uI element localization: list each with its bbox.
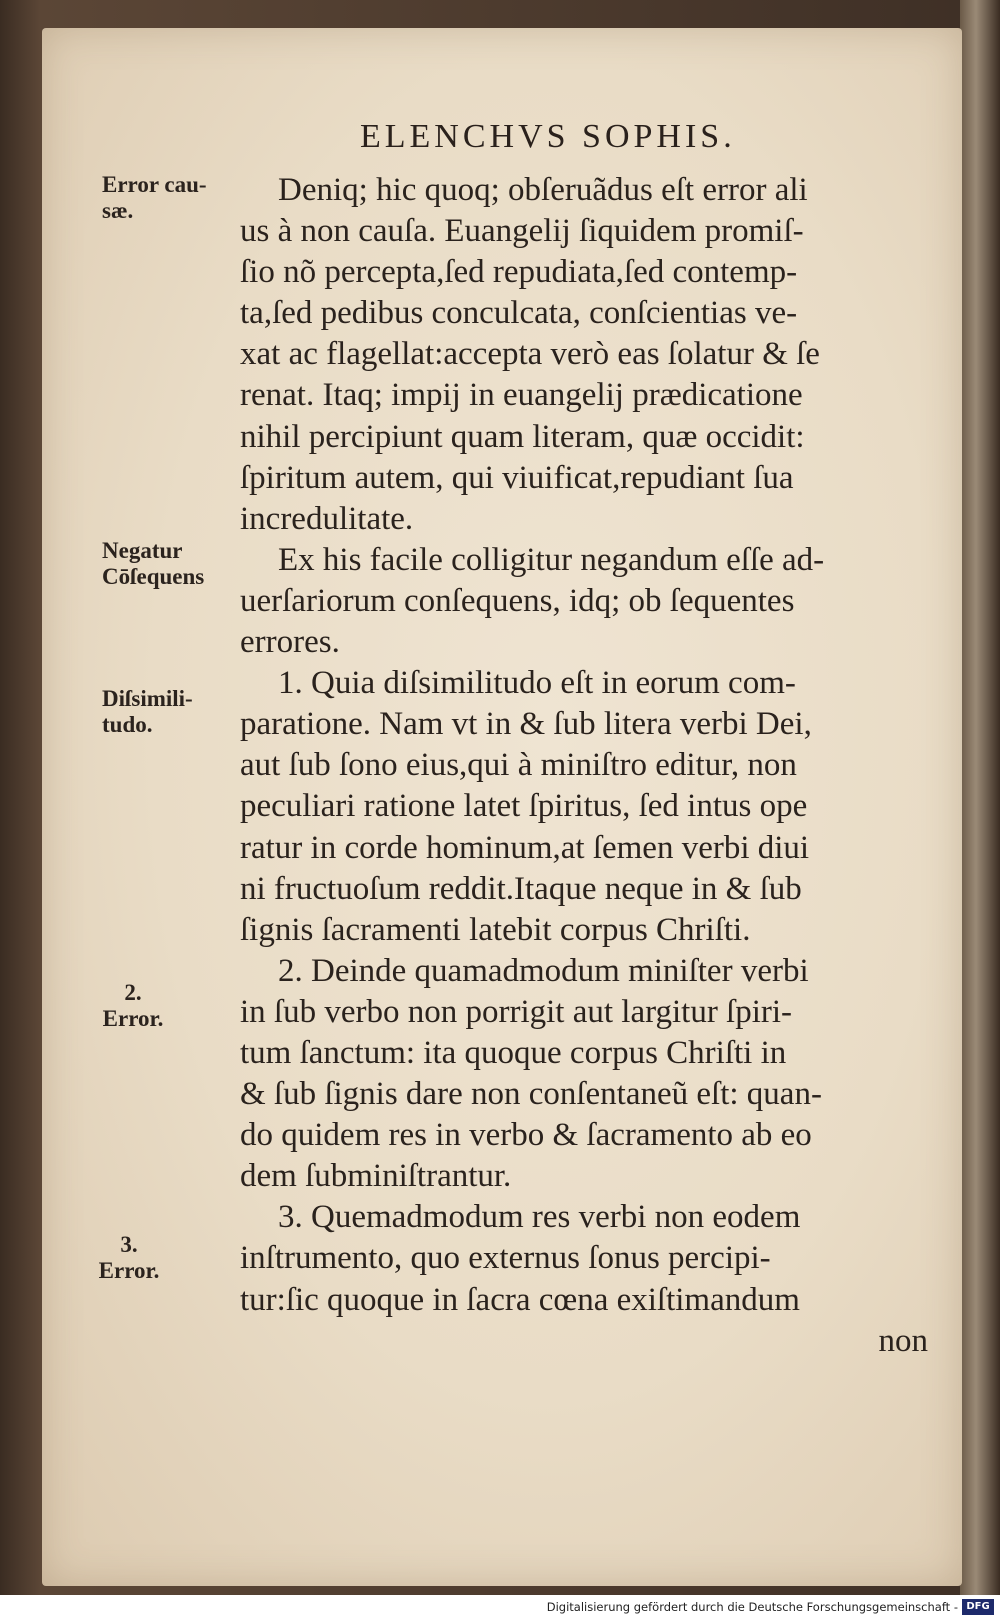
text-line: incredulitate. [240,500,414,537]
text-line: aut ſub ſono eius,qui à miniſtro editur, non [240,747,797,784]
text-line: 1. Quia diſsimilitudo eſt in eorum com- [278,665,796,702]
body-text [240,170,940,1362]
text-line: paratione. Nam vt in & ſub litera verbi Dei, [240,706,812,743]
margin-note-error-3: 3. Error. [98,1232,160,1283]
text-line: do quidem res in verbo & ſacramento ab eo [240,1117,812,1154]
catchword: non [878,1322,928,1359]
text-line: 3. Quemadmodum res verbi non eodem [278,1199,801,1236]
dfg-logo: DFG [962,1599,994,1615]
text-line: in ſub verbo non porrigit aut largitur ſpiri- [240,993,793,1030]
text-line: tur:ſic quoque in ſacra cœna exiſtimandum [240,1281,800,1318]
text-line: errores. [240,624,340,661]
margin-note-dissimilitudo: Diſsimili- tudo. [102,686,193,737]
text-line: inſtrumento, quo externus ſonus percipi- [240,1240,771,1277]
text-line: ſio nõ percepta,ſed repudiata,ſed contemp- [240,254,798,291]
funding-credit: Digitalisierung gefördert durch die Deutsche Forschungsgemeinschaft - [546,1600,958,1614]
text-line: xat ac flagellat:accepta verò eas ſolatur & ſe [240,336,820,373]
text-line: Deniq; hic quoq; obſeruãdus eſt error ali [278,172,808,208]
text-line: & ſub ſignis dare non conſentaneũ eſt: quan- [240,1076,822,1113]
text-line: uerſariorum conſequens, idq; ob ſequentes [240,582,795,619]
text-line: dem ſubminiſtrantur. [240,1158,512,1195]
text-line: tum ſanctum: ita quoque corpus Chriſti in [240,1034,787,1071]
text-line: ſpiritum autem, qui viuificat,repudiant ſua [240,459,794,496]
text-line: renat. Itaq; impij in euangelij prædicatione [240,377,803,414]
text-line: nihil percipiunt quam literam, quæ occidit: [240,418,805,455]
text-line: ni fructuoſum reddit.Itaque neque in & ſub [240,870,802,907]
text-line: ta,ſed pedibus conculcata, conſcientias ve- [240,295,798,332]
book-edge [960,0,1000,1595]
footer-bar [0,1595,1000,1623]
text-line: ſignis ſacramenti latebit corpus Chriſti. [240,911,751,948]
running-title: ELENCHVS SOPHIS. [360,118,736,155]
margin-note-error-2: 2. Error. [102,980,164,1031]
text-line: 2. Deinde quamadmodum miniſter verbi [278,952,809,989]
text-line: peculiari ratione latet ſpiritus, ſed intus ope [240,788,808,825]
margin-note-error-causae: Error cau- sæ. [102,172,207,223]
text-line: us à non cauſa. Euangelij ſiquidem promiſ- [240,213,804,250]
margin-note-negatur: Negatur Cōſequens [102,538,205,589]
text-line: Ex his facile colligitur negandum eſſe ad- [278,541,825,578]
text-line: ratur in corde hominum,at ſemen verbi diui [240,829,810,866]
